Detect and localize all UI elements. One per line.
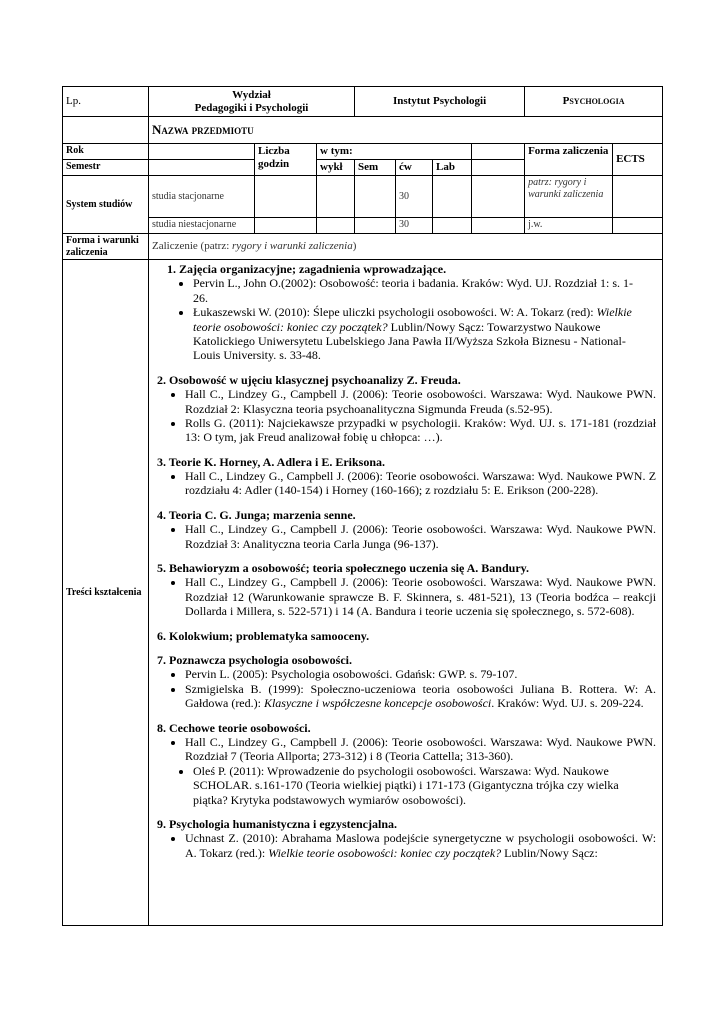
w-tym-label: w tym:: [317, 144, 472, 160]
forma-warunki-value: [149, 234, 663, 260]
sections-list: [157, 262, 656, 860]
syllabus-table: [62, 86, 663, 926]
tresci-content: [149, 260, 663, 926]
section-items: [157, 469, 656, 498]
list-item: • Hall C., Lindzey G., Campbell J. (2006): Teorie osobowości. Warszawa: Wyd. Naukowe PWN. Rozdział 2: Klasyczna teoria psychoanalityczna Sigmunda Freuda (s.52-95).: [185, 387, 656, 416]
section-items: [157, 575, 656, 618]
empty-cell: [472, 144, 525, 160]
list-item: • Łukaszewski W. (2010): Ślepe uliczki psychologii osobowości. W: A. Tokarz (red): Wielkie teorie osobowości: koniec czy początek? Lublin/Nowy Sącz: Towarzystwo Naukowe Katolickiego Uniwersytetu Lubelskiego Jana Pawła II/Wyższa Szkoła Biznesu - National-Louis University. s. 33-48.: [193, 305, 656, 363]
empty-cell: [472, 160, 525, 176]
section-items: [157, 735, 656, 807]
section-title: 6. Kolokwium; problematyka samooceny.: [157, 628, 370, 643]
empty-cell: [63, 117, 149, 144]
forma-zaliczenia-label: Forma zaliczenia: [525, 144, 613, 176]
list-item: • Hall C., Lindzey G., Campbell J. (2006): Teorie osobowości. Warszawa: Wyd. Naukowe PWN. Z rozdziału 4: Adler (140-154) i Horney (160-166); z rozdziału 5: E. Erikson (200-228).: [185, 469, 656, 498]
lp-label: Lp.: [63, 87, 149, 117]
forma-text-italic: rygory i warunki zaliczenia: [232, 240, 353, 253]
section-items: [157, 387, 656, 445]
section-items: [157, 522, 656, 551]
ects-stacjonarne: [613, 176, 663, 218]
wykl-stacjonarne: [317, 176, 355, 218]
rok-label: Rok: [63, 144, 149, 160]
faculty-name: [149, 87, 355, 117]
section-items: [157, 276, 656, 362]
rok-value: [149, 144, 255, 160]
forma-text-suffix: ): [352, 240, 357, 253]
section-title: 7. Poznawcza psychologia osobowości.: [157, 652, 352, 667]
list-item: • Oleś P. (2011): Wprowadzenie do psychologii osobowości. Warszawa: Wyd. Naukowe SCHOLAR. s.161-170 (Teoria wielkiej piątki) i 171-173 (Gigantyczna trójka czy wielka piątka? Krytyka podstawowych wymiarów osobowości).: [193, 764, 656, 807]
cw-label: ćw: [396, 160, 433, 176]
faculty-line2: Pedagogiki i Psychologii: [194, 101, 309, 114]
lab-stacjonarne: [433, 176, 472, 218]
section-items: [157, 831, 656, 860]
wykl-label: wykł: [317, 160, 355, 176]
faculty-line1: Wydział: [232, 88, 271, 101]
empty-cell: [472, 218, 525, 234]
studia-stacjonarne: studia stacjonarne: [149, 176, 255, 218]
list-item: • Szmigielska B. (1999): Społeczno-uczeniowa teoria osobowości Juliana B. Rottera. W: A. Gałdowa (red.): Klasyczne i współczesne koncepcje osobowości. Kraków: Wyd. UJ. s. 209-224.: [185, 682, 656, 711]
ects-label: ECTS: [613, 144, 663, 176]
semestr-value: [149, 160, 255, 176]
list-item: • Uchnast Z. (2010): Abrahama Maslowa podejście synergetyczne w psychologii osobowości. W: A. Tokarz (red.): Wielkie teorie osobowości: koniec czy początek? Lublin/Nowy Sącz:: [185, 831, 656, 860]
institute-name: Instytut Psychologii: [355, 87, 525, 117]
section-title: 3. Teorie K. Horney, A. Adlera i E. Eriksona.: [157, 454, 386, 469]
godziny-niestacjonarne: [255, 218, 317, 234]
field-name: Psychologia: [525, 87, 663, 117]
list-item: • Pervin L. (2005): Psychologia osobowości. Gdańsk: GWP. s. 79-107.: [185, 667, 656, 681]
forma-text-prefix: Zaliczenie (patrz:: [152, 240, 233, 253]
cw-niestacjonarne: 30: [396, 218, 433, 234]
studia-niestacjonarne: studia niestacjonarne: [149, 218, 255, 234]
forma-niestacjonarne: j.w.: [525, 218, 613, 234]
tresci-label: Treści kształcenia: [63, 260, 149, 926]
lab-label: Lab: [433, 160, 472, 176]
forma-warunki-label: Forma i warunki zaliczenia: [63, 234, 149, 260]
list-item: • Rolls G. (2011): Najciekawsze przypadki w psychologii. Kraków: Wyd. UJ. s. 171-181 (rozdział 13: O tym, jak Freud analizował fobię u chłopca: …).: [185, 416, 656, 445]
cw-stacjonarne: 30: [396, 176, 433, 218]
section-title: 5. Behawioryzm a osobowość; teoria społecznego uczenia się A. Bandury.: [157, 561, 529, 576]
section-title: 8. Cechowe teorie osobowości.: [157, 720, 311, 735]
list-item: • Hall C., Lindzey G., Campbell J. (2006): Teorie osobowości. Warszawa: Wyd. Naukowe PWN. Rozdział 12 (Warunkowanie sprawcze B. F. Skinnera, s. 481-521), 13 (Teoria bodźca – reakcji Dollarda i Millera, s. 522-571) i 14 (A. Bandura i teorie uczenia się społecznego, s. 572-608).: [185, 575, 656, 618]
godziny-stacjonarne: [255, 176, 317, 218]
sem-niestacjonarne: [355, 218, 396, 234]
forma-stacjonarne: patrz: rygory i warunki zaliczenia: [525, 176, 613, 218]
lab-niestacjonarne: [433, 218, 472, 234]
list-item: • Pervin L., John O.(2002): Osobowość: teoria i badania. Kraków: Wyd. UJ. Rozdział 1: s. 1-26.: [193, 276, 656, 305]
list-item: • Hall C., Lindzey G., Campbell J. (2006): Teorie osobowości. Warszawa: Wyd. Naukowe PWN. Rozdział 7 (Teoria Allporta; 273-312) i 8 (Teoria Cattella; 313-360).: [185, 735, 656, 764]
section-items: [157, 667, 656, 710]
section-title: 2. Osobowość w ujęciu klasycznej psychoanalizy Z. Freuda.: [157, 372, 461, 387]
section-title: 9. Psychologia humanistyczna i egzystencjalna.: [157, 816, 397, 831]
course-name: Nazwa przedmiotu: [149, 117, 663, 144]
ects-niestacjonarne: [613, 218, 663, 234]
system-studiow-label: System studiów: [63, 176, 149, 234]
syllabus-page: [62, 86, 662, 926]
sem-label: Sem: [355, 160, 396, 176]
wykl-niestacjonarne: [317, 218, 355, 234]
section-title: 4. Teoria C. G. Junga; marzenia senne.: [157, 507, 356, 522]
empty-cell: [472, 176, 525, 218]
section-title: 1. Zajęcia organizacyjne; zagadnienia wprowadzające.: [167, 262, 447, 276]
semestr-label: Semestr: [63, 160, 149, 176]
sem-stacjonarne: [355, 176, 396, 218]
list-item: • Hall C., Lindzey G., Campbell J. (2006): Teorie osobowości. Warszawa: Wyd. Naukowe PWN. Rozdział 3: Analityczna teoria Carla Junga (96-137).: [185, 522, 656, 551]
liczba-godzin-label: Liczba godzin: [255, 144, 317, 176]
